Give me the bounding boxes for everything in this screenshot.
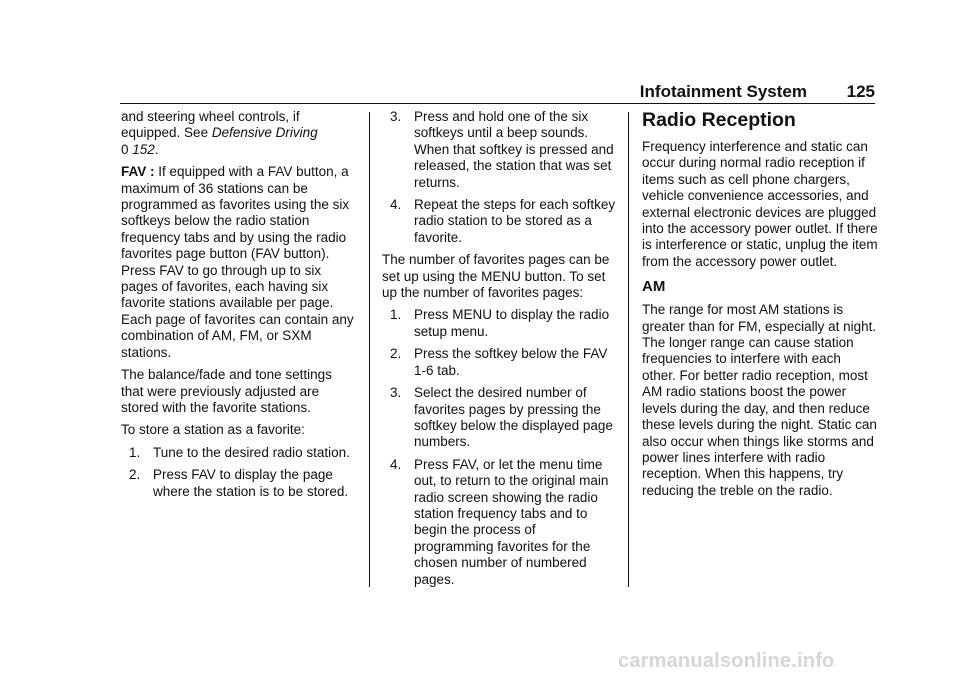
- list-number: 2.: [390, 346, 402, 362]
- punctuation: .: [154, 141, 159, 157]
- paragraph-text: If equipped with a FAV button, a maximum of 36 stations can be programmed as favorites using the six softkeys below the radio station frequency tabs and by using the radio favorites page button (FAV button). Press FAV to go through up to six pages of favorites, each having six favorite stations available per page. Each page of favorites can contain any combination of AM, FM, or SXM stations.: [121, 164, 354, 360]
- list-number: 4.: [390, 197, 402, 213]
- list-item: [382, 346, 618, 379]
- list-item: [121, 445, 357, 461]
- paragraph-text: and steering wheel controls, if equipped. See: [121, 109, 300, 141]
- list-text: Press FAV to display the page where the station is to be stored.: [153, 467, 349, 499]
- numbered-list: [121, 445, 357, 500]
- list-item: [121, 467, 357, 500]
- column-1: [121, 109, 357, 506]
- page-ref-arrow-icon: 0: [121, 141, 129, 157]
- list-item: [382, 109, 618, 191]
- list-item: [382, 197, 618, 246]
- page-header: [0, 82, 875, 104]
- paragraph: The range for most AM stations is greater than for FM, especially at night. The longer range can cause station frequencies to interfere with each other. For better radio reception, most AM radio stations boost the power levels during the day, and then reduce these levels during the night. Static can also occur when things like storms and power lines interfere with radio reception. When this happens, try reducing the treble on the radio.: [642, 302, 877, 498]
- list-text: Press and hold one of the six softkeys until a beep sounds. When that softkey is pressed and released, the station that was set returns.: [414, 109, 614, 190]
- list-number: 2.: [129, 467, 141, 483]
- list-text: Tune to the desired radio station.: [153, 444, 350, 460]
- list-item: [382, 307, 618, 340]
- list-text: Press the softkey below the FAV 1-6 tab.: [414, 346, 608, 378]
- list-item: [382, 457, 618, 588]
- paragraph: [121, 109, 357, 158]
- list-number: 3.: [390, 109, 402, 124]
- paragraph: To store a station as a favorite:: [121, 422, 305, 438]
- section-heading: Radio Reception: [642, 109, 796, 131]
- list-number: 1.: [390, 307, 402, 323]
- list-number: 3.: [390, 385, 402, 401]
- subsection-heading: AM: [642, 278, 666, 296]
- watermark: carmanualsonline.info: [618, 650, 835, 672]
- numbered-list: [382, 307, 618, 588]
- list-text: Select the desired number of favorites pages by pressing the softkey below the displayed page numbers.: [414, 385, 613, 450]
- paragraph: Frequency interference and static can occur during normal radio reception if items such as cell phone chargers, vehicle convenience accessories, and external electronic devices are plugged into the accessory power outlet. If there is interference or static, unplug the item from the accessory power outlet.: [642, 139, 878, 269]
- column-3: [642, 109, 878, 505]
- list-text: Press MENU to display the radio setup menu.: [414, 307, 610, 339]
- fav-label: FAV :: [121, 164, 155, 180]
- list-item: [382, 385, 618, 451]
- paragraph: The number of favorites pages can be set up using the MENU button. To set up the number of favorites pages:: [382, 252, 610, 301]
- cross-reference-link[interactable]: Defensive Driving: [211, 125, 318, 141]
- header-rule: [120, 103, 875, 104]
- column-divider-1: [369, 112, 370, 587]
- list-number: 1.: [129, 444, 141, 460]
- column-2: [382, 109, 618, 594]
- list-text: Repeat the steps for each softkey radio station to be stored as a favorite.: [414, 197, 616, 245]
- paragraph: The balance/fade and tone settings that were previously adjusted are stored with the favorite stations.: [121, 367, 332, 415]
- paragraph: [121, 164, 357, 361]
- section-title: Infotainment System: [639, 82, 807, 101]
- page-number: 125: [846, 82, 875, 101]
- numbered-list: [382, 109, 618, 246]
- list-number: 4.: [390, 456, 402, 472]
- column-divider-2: [628, 112, 629, 587]
- list-text: Press FAV, or let the menu time out, to return to the original main radio screen showing the radio station frequency tabs and to begin the process of programming favorites for the chosen number of numbered pages.: [414, 456, 609, 587]
- page-reference[interactable]: 152: [132, 141, 155, 157]
